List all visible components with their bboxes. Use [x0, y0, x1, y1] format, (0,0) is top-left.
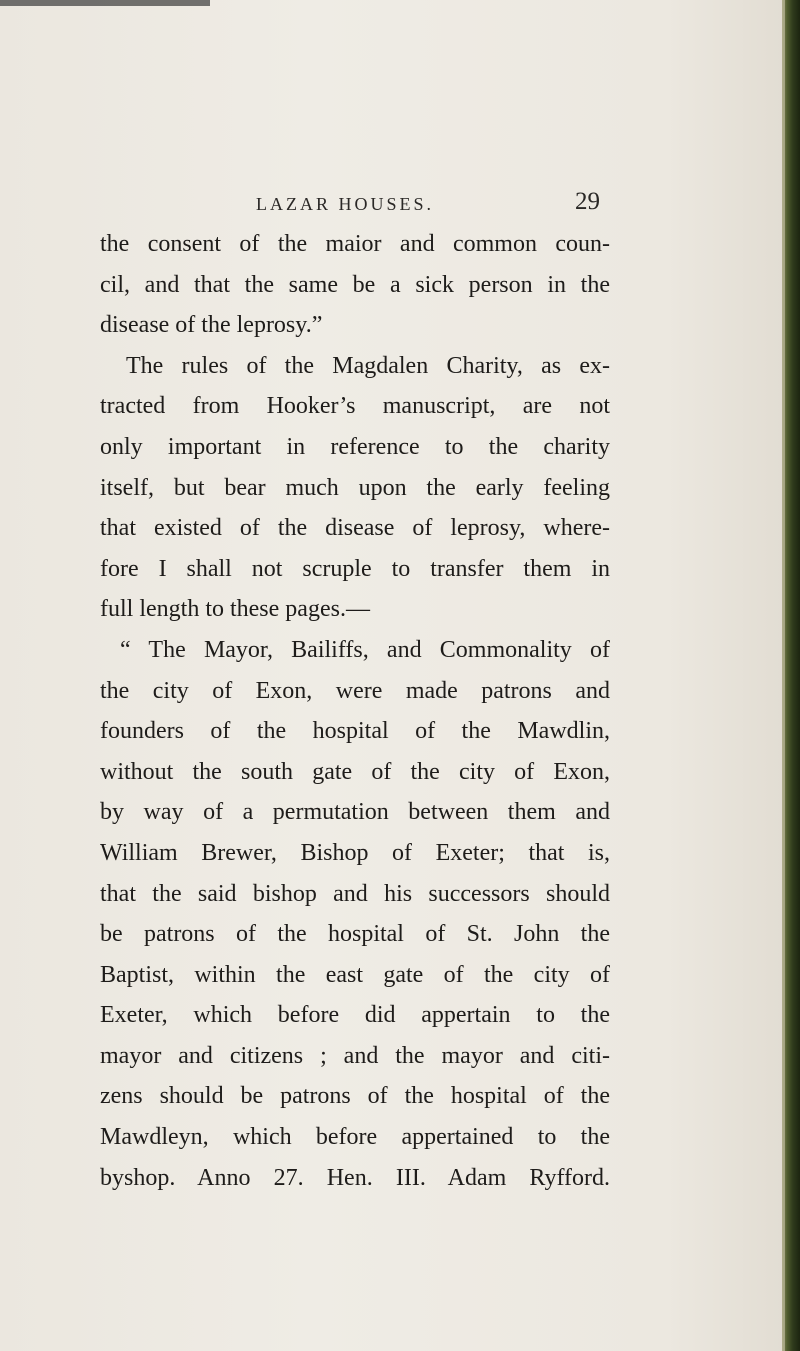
- text-line: William Brewer, Bishop of Exeter; that is,: [100, 839, 610, 866]
- text-line: Baptist, within the east gate of the city of: [100, 961, 610, 988]
- text-line: The rules of the Magdalen Charity, as ex-: [126, 352, 610, 379]
- text-line: founders of the hospital of the Mawdlin,: [100, 718, 610, 745]
- text-line: cil, and that the same be a sick person in the: [100, 271, 610, 298]
- text-line: by way of a permutation between them and: [100, 799, 610, 826]
- page-number: 29: [575, 188, 600, 215]
- text-line: only important in reference to the charity: [100, 433, 610, 460]
- text-line: that the said bishop and his successors should: [100, 880, 610, 907]
- book-binding-edge: [782, 0, 800, 1351]
- text-line: byshop. Anno 27. Hen. III. Adam Ryfford.: [100, 1164, 610, 1191]
- body-text: [100, 224, 610, 1198]
- text-line: disease of the leprosy.”: [100, 312, 323, 339]
- text-line: Mawdleyn, which before appertained to the: [100, 1124, 610, 1151]
- text-line: without the south gate of the city of Exon,: [100, 758, 610, 785]
- text-line: full length to these pages.—: [100, 596, 370, 623]
- text-line: itself, but bear much upon the early feeling: [100, 474, 610, 501]
- text-line: that existed of the disease of leprosy, where-: [100, 515, 610, 542]
- text-line: the consent of the maior and common coun-: [100, 231, 610, 257]
- text-line: Exeter, which before did appertain to the: [100, 1002, 610, 1029]
- text-line: be patrons of the hospital of St. John the: [100, 921, 610, 948]
- text-line: zens should be patrons of the hospital of the: [100, 1083, 610, 1110]
- text-line: fore I shall not scruple to transfer them in: [100, 555, 610, 582]
- running-title: LAZAR HOUSES.: [256, 194, 435, 214]
- top-edge-shadow: [0, 0, 210, 6]
- text-line: “ The Mayor, Bailiffs, and Commonality of: [120, 636, 610, 663]
- text-line: tracted from Hooker’s manuscript, are not: [100, 393, 610, 420]
- running-head: [102, 188, 600, 224]
- text-line: the city of Exon, were made patrons and: [100, 677, 610, 704]
- text-line: mayor and citizens ; and the mayor and citi-: [100, 1042, 610, 1069]
